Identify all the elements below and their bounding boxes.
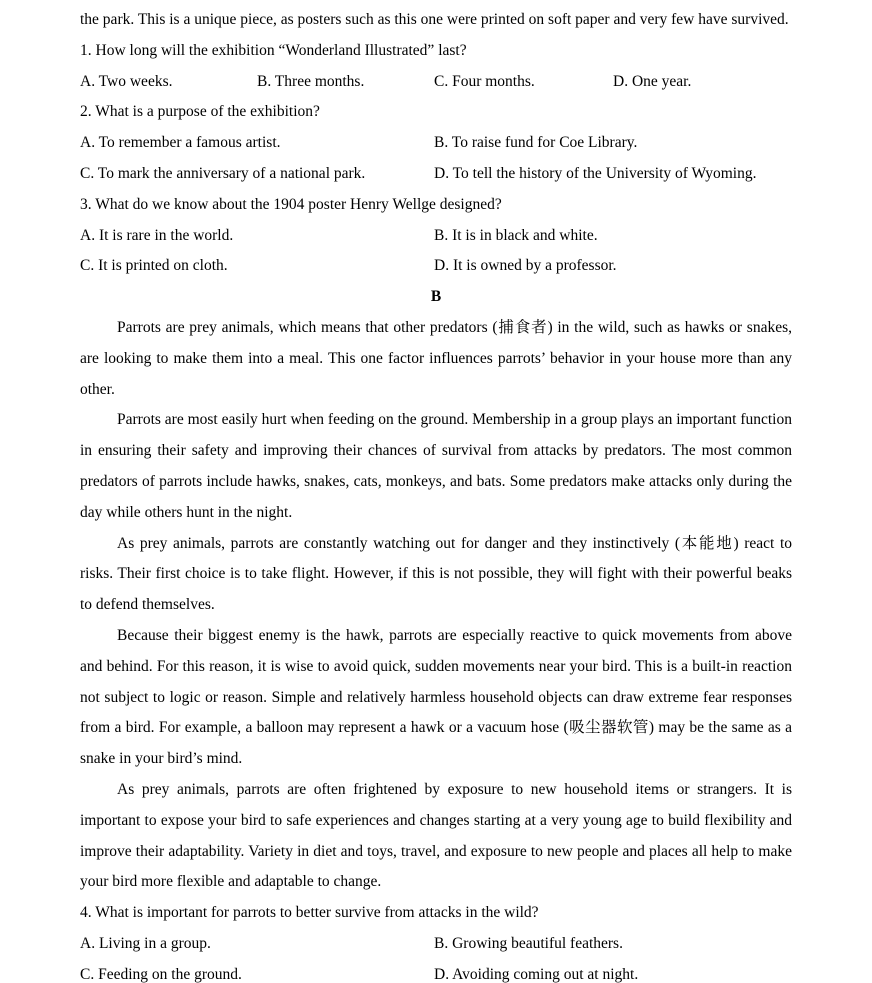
- question-4-options-row-2: [80, 960, 792, 983]
- question-1-stem: 1. How long will the exhibition “Wonderland Illustrated” last?: [80, 41, 467, 59]
- option-3a: A. It is rare in the world.: [80, 226, 234, 244]
- question-2-options-row-1: [80, 128, 792, 159]
- option-4b: B. Growing beautiful feathers.: [434, 934, 623, 952]
- question-4-stem: 4. What is important for parrots to better survive from attacks in the wild?: [80, 904, 539, 922]
- passage-paragraph-2: Parrots are most easily hurt when feeding on the ground. Membership in a group plays an important function in ensuring their safety and improving their chances of survival from attacks by predators. The most common predators of parrots include hawks, snakes, cats, monkeys, and bats. Some predators make attacks only during the day while others hunt in the night.: [80, 411, 792, 521]
- question-4-options-row-1: [80, 929, 792, 960]
- option-1d: D. One year.: [613, 72, 692, 90]
- question-3-options-row-2: [80, 251, 792, 282]
- passage-paragraph-3: As prey animals, parrots are constantly watching out for danger and they instinctively (本能地) react to risks. Their first choice is to take flight. However, if this is not possible, they will fight with their powerful beaks to defend themselves.: [80, 534, 792, 614]
- option-4a: A. Living in a group.: [80, 934, 211, 952]
- option-2a: A. To remember a famous artist.: [80, 134, 281, 152]
- option-4c: C. Feeding on the ground.: [80, 965, 242, 983]
- option-1b: B. Three months.: [257, 72, 365, 90]
- passage-paragraph-5: As prey animals, parrots are often frightened by exposure to new household items or strangers. It is important to expose your bird to safe experiences and changes starting at a very young age to build flexibility and improve their adaptability. Variety in diet and toys, travel, and exposure to new people and places all help to make your bird more flexible and adaptable to change.: [80, 780, 792, 891]
- option-4d: D. Avoiding coming out at night.: [434, 965, 639, 983]
- option-3b: B. It is in black and white.: [434, 226, 598, 244]
- option-1c: C. Four months.: [434, 72, 535, 90]
- option-2d: D. To tell the history of the University of Wyoming.: [434, 164, 757, 182]
- passage-paragraph-1: Parrots are prey animals, which means that other predators (捕食者) in the wild, such as hawks or snakes, are looking to make them into a meal. This one factor influences parrots’ behavior in your house more than any other.: [80, 318, 792, 398]
- continuation-text: the park. This is a unique piece, as posters such as this one were printed on soft paper and very few have survived.: [80, 11, 789, 28]
- question-2-stem: 2. What is a purpose of the exhibition?: [80, 103, 320, 121]
- option-1a: A. Two weeks.: [80, 72, 173, 90]
- option-2c: C. To mark the anniversary of a national park.: [80, 164, 366, 182]
- section-b-header: B: [430, 288, 442, 306]
- option-3d: D. It is owned by a professor.: [434, 257, 617, 275]
- option-3c: C. It is printed on cloth.: [80, 257, 228, 275]
- question-1-options: [80, 67, 792, 98]
- question-3-options-row-1: [80, 221, 792, 252]
- question-2-options-row-2: [80, 159, 792, 190]
- question-3-stem: 3. What do we know about the 1904 poster Henry Wellge designed?: [80, 195, 502, 213]
- passage-paragraph-4: Because their biggest enemy is the hawk, parrots are especially reactive to quick movements from above and behind. For this reason, it is wise to avoid quick, sudden movements near your bird. This is a built-in reaction not subject to logic or reason. Simple and relatively harmless household objects can draw extreme fear responses from a bird. For example, a balloon may represent a hawk or a vacuum hose (吸尘器软管) may be the same as a snake in your bird’s mind.: [80, 626, 792, 768]
- option-2b: B. To raise fund for Coe Library.: [434, 134, 638, 152]
